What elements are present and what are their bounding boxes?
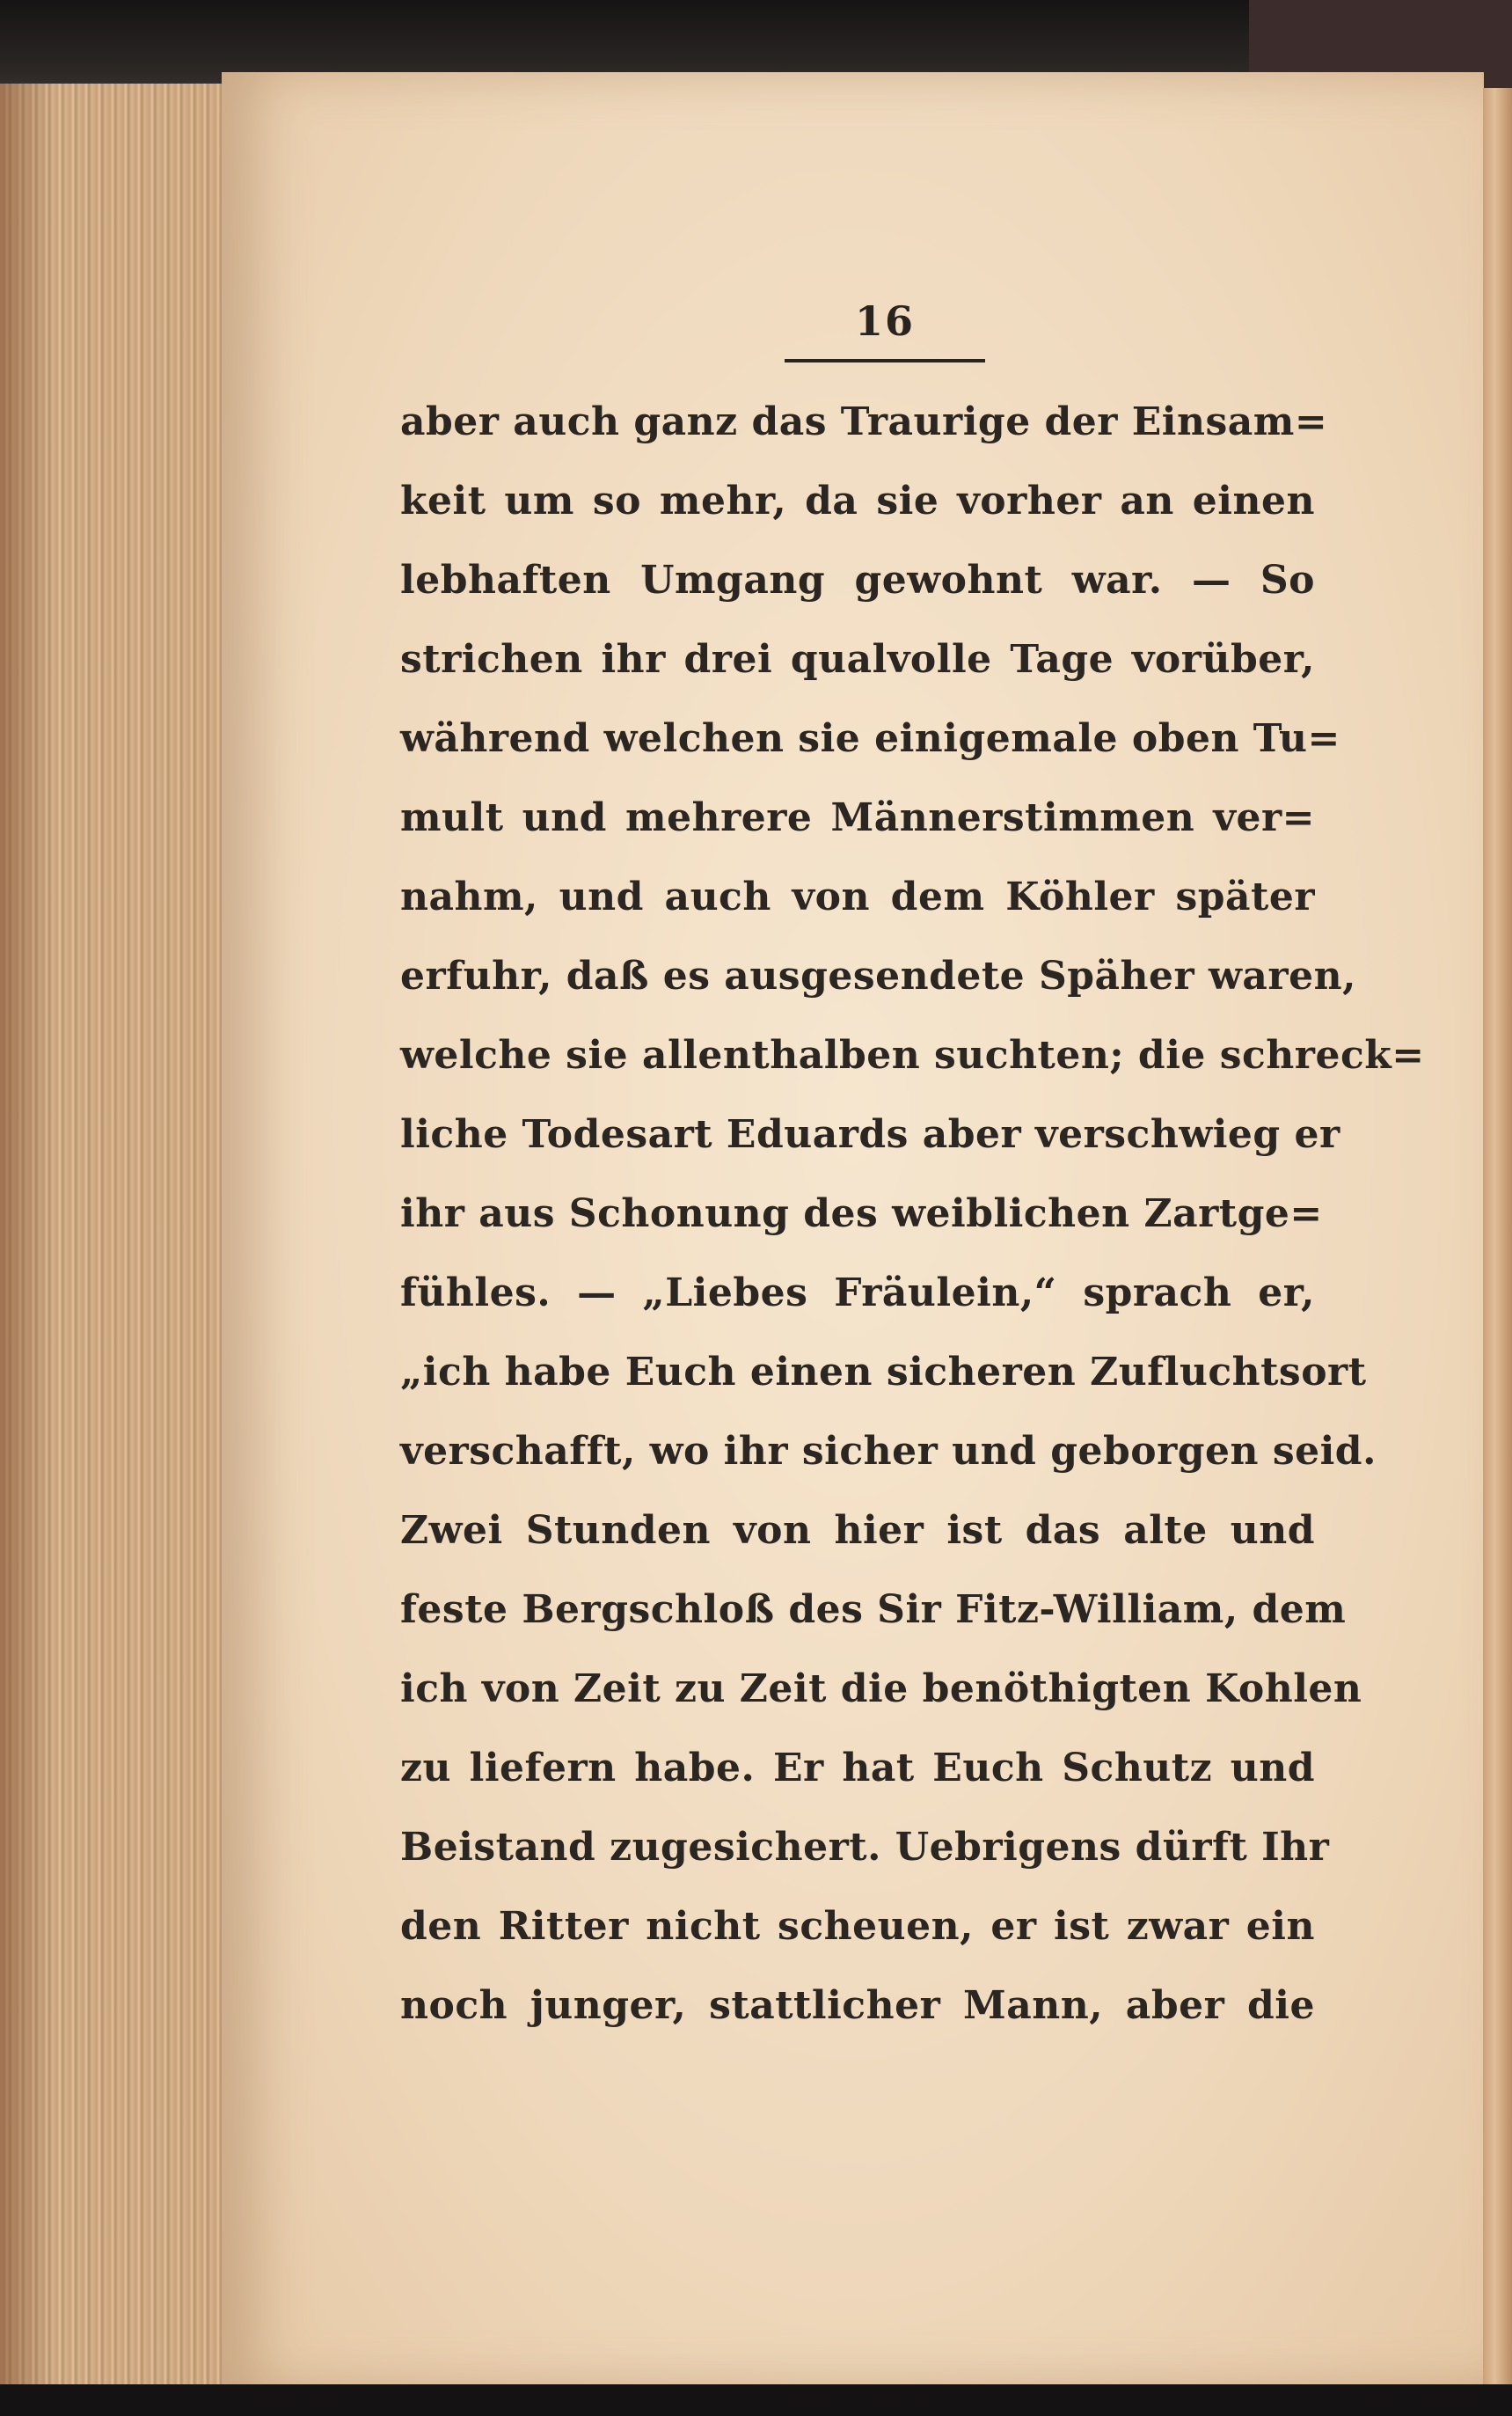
text-line: ihr aus Schonung des weiblichen Zartge= [400,1191,1323,1236]
page-number: 16 [854,297,915,345]
text-line: liche Todesart Eduards aber verschwieg er [400,1112,1340,1157]
text-line: strichen ihr drei qualvolle Tage vorüber, [400,637,1315,682]
text-line: feste Bergschloß des Sir Fitz-William, dem [400,1587,1347,1632]
page-header [785,290,985,362]
text-line: während welchen sie einigemale oben Tu= [400,716,1340,761]
text-line: erfuhr, daß es ausgesendete Späher waren, [400,954,1356,999]
text-line: verschafft, wo ihr sicher und geborgen seid. [400,1429,1377,1474]
text-line: zu liefern habe. Er hat Euch Schutz und [400,1746,1315,1790]
text-line: ich von Zeit zu Zeit die benöthigten Kohlen [400,1666,1362,1711]
text-line: Zwei Stunden von hier ist das alte und [400,1508,1315,1553]
page-right-edge [1483,88,1512,2384]
text-line: lebhaften Umgang gewohnt war. — So [400,558,1315,603]
text-line: „ich habe Euch einen sicheren Zufluchtsort [400,1350,1367,1395]
text-line: noch junger, stattlicher Mann, aber die [400,1983,1315,2028]
scan-background-bottom [0,2384,1512,2416]
page-block-edges [0,84,226,2389]
text-line: welche sie allenthalben suchten; die schreck= [400,1033,1425,1078]
text-line: keit um so mehr, da sie vorher an einen [400,479,1315,523]
text-line: Beistand zugesichert. Uebrigens dürft Ihr [400,1825,1330,1870]
text-line: aber auch ganz das Traurige der Einsam= [400,399,1328,444]
text-line: den Ritter nicht scheuen, er ist zwar ein [400,1904,1315,1949]
text-line: nahm, und auch von dem Köhler später [400,875,1315,919]
text-line: mult und mehrere Männerstimmen ver= [400,795,1315,840]
text-line: fühles. — „Liebes Fräulein,“ sprach er, [400,1270,1315,1315]
